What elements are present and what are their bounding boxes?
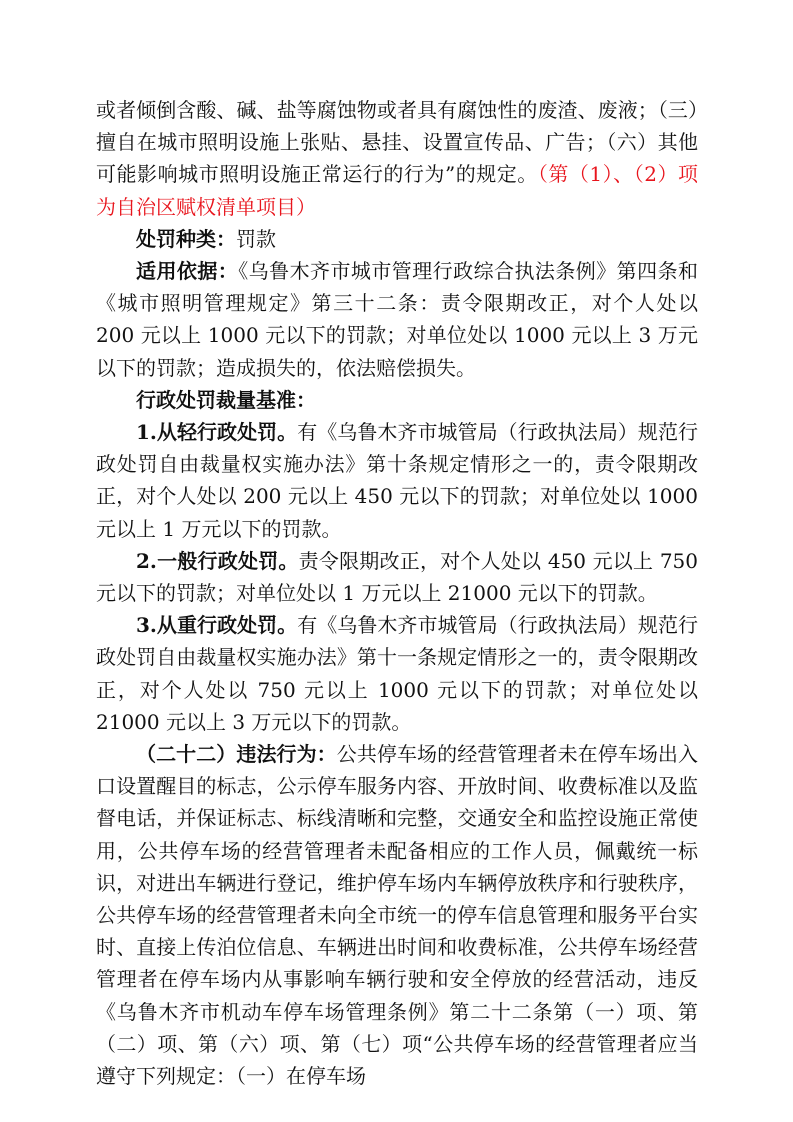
- discretion-standard-label: 行政处罚裁量基准：: [136, 387, 316, 412]
- penalty-type-paragraph: [96, 223, 698, 255]
- paragraph-text: 或者倾倒含酸、碱、盐等腐蚀物或者具有腐蚀性的废渣、废液；（三）擅自在城市照明设施上张贴、悬挂、设置宣传品、广告；（六）其他可能影响城市照明设施正常运行的行为”的规定。: [96, 98, 698, 187]
- legal-basis-text: 《乌鲁木齐市城市管理行政综合执法条例》第四条和《城市照明管理规定》第三十二条：责令限期改正，对个人处以 200 元以上 1000 元以下的罚款；对单位处以 1000 元以上 3 万元以下的罚款；造成损失的，依法赔偿损失。: [96, 259, 699, 380]
- light-penalty-paragraph: [96, 416, 698, 545]
- light-penalty-label: 1.从轻行政处罚。: [136, 420, 298, 445]
- discretion-standard-heading: [96, 384, 698, 416]
- penalty-type-label: 处罚种类：: [136, 226, 236, 251]
- legal-basis-label: 适用依据：: [136, 259, 239, 284]
- violation-22-label: （二十二）违法行为：: [136, 742, 337, 767]
- paragraph-continuation: [96, 94, 698, 223]
- light-penalty-text: 有《乌鲁木齐市城管局（行政执法局）规范行政处罚自由裁量权实施办法》第十条规定情形之一的，责令限期改正，对个人处以 200 元以上 450 元以下的罚款；对单位处以 1000 元以上 1 万元以下的罚款。: [96, 420, 698, 541]
- heavy-penalty-paragraph: [96, 609, 698, 738]
- legal-basis-paragraph: [96, 255, 698, 384]
- heavy-penalty-text: 有《乌鲁木齐市城管局（行政执法局）规范行政处罚自由裁量权实施办法》第十一条规定情形之一的，责令限期改正，对个人处以 750 元以上 1000 元以下的罚款；对单位处以 21000 元以上 3 万元以下的罚款。: [96, 613, 698, 734]
- regional-empowerment-note: （第（1）、（2）项为自治区赋权清单项目）: [96, 162, 698, 219]
- violation-22-paragraph: [96, 738, 698, 1092]
- general-penalty-text: 责令限期改正，对个人处以 450 元以上 750 元以下的罚款；对单位处以 1 万元以上 21000 元以下的罚款。: [96, 548, 698, 606]
- penalty-type-value: 罚款: [236, 226, 276, 251]
- document-page: [96, 94, 698, 1092]
- heavy-penalty-label: 3.从重行政处罚。: [136, 613, 298, 638]
- general-penalty-label: 2.一般行政处罚。: [136, 548, 299, 573]
- general-penalty-paragraph: [96, 545, 698, 609]
- violation-22-text: 公共停车场的经营管理者未在停车场出入口设置醒目的标志，公示停车服务内容、开放时间、收费标准以及监督电话，并保证标志、标线清晰和完整，交通安全和监控设施正常使用，公共停车场的经营管理者未配备相应的工作人员，佩戴统一标识，对进出车辆进行登记，维护停车场内车辆停放秩序和行驶秩序，公共停车场的经营管理者未向全市统一的停车信息管理和服务平台实时、直接上传泊位信息、车辆进出时间和收费标准，公共停车场经营管理者在停车场内从事影响车辆行驶和安全停放的经营活动，违反《乌鲁木齐市机动车停车场管理条例》第二十二条第（一）项、第（二）项、第（六）项、第（七）项“公共停车场的经营管理者应当遵守下列规定：（一）在停车场: [96, 742, 699, 1089]
